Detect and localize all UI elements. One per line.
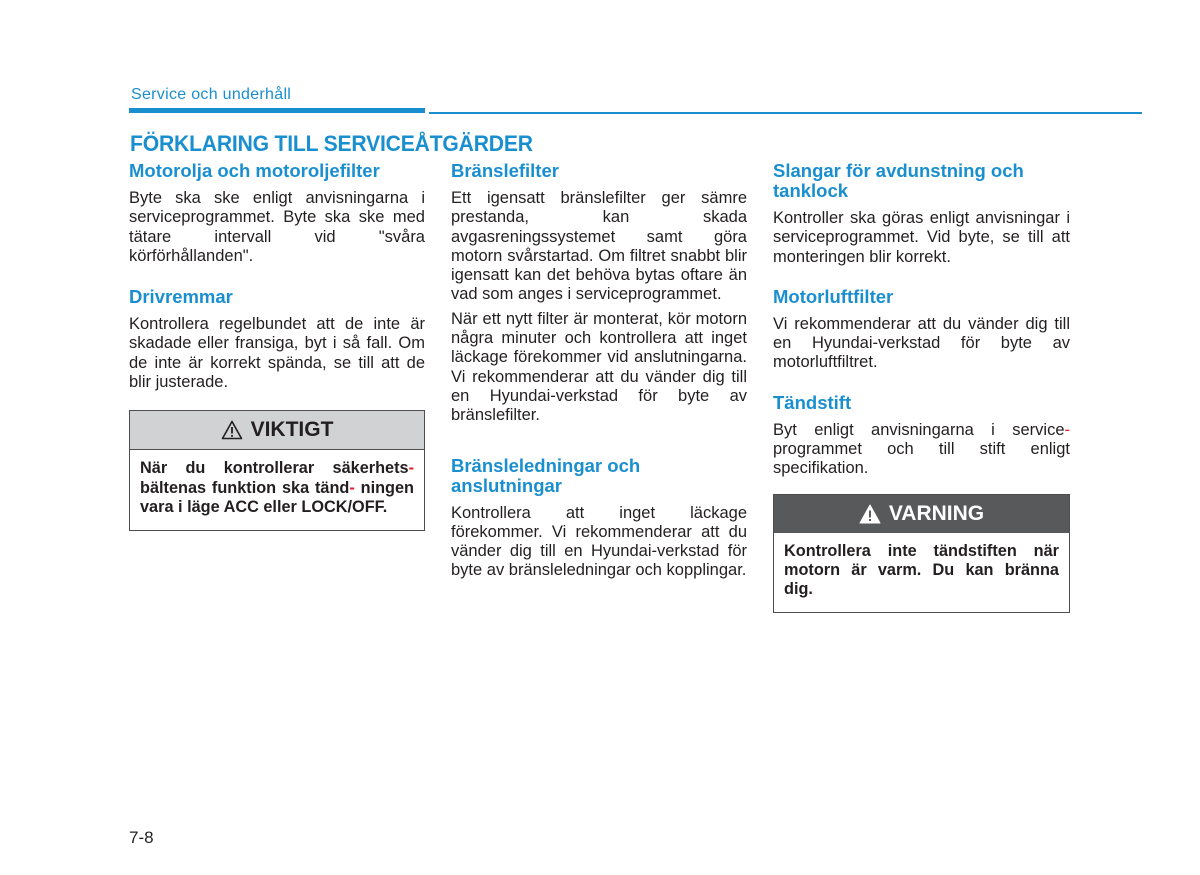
heading-branslefilter: Bränslefilter — [451, 160, 559, 181]
text-tandstift — [773, 421, 1070, 479]
heading-slangar: Slangar för avdunstning och tanklock — [773, 160, 1024, 201]
page-heading: FÖRKLARING TILL SERVICEÅTGÄRDER — [130, 131, 533, 156]
heading-tandstift: Tändstift — [773, 391, 852, 413]
notice-viktigt-header — [130, 411, 424, 450]
caution-triangle-outline-icon — [221, 420, 243, 440]
notice-viktigt-text-1: När du kontrollerar säkerhets — [140, 459, 409, 478]
text-drivremmar: Kontrollera regelbundet att de inte är skadade eller fransiga, byt i så fall. Om de inte är korrekt spända, se till att de blir justerade. — [129, 315, 425, 392]
notice-viktigt — [129, 410, 425, 530]
text-bransleledningar: Kontrollera att inget läckage förekommer. Vi rekommenderar att du vänder dig till en Hyundai-verkstad för byte av bränsleledningar och kopplingar. — [451, 503, 747, 580]
section-title: Service och underhåll — [131, 86, 292, 103]
text-tandstift-b: programmet och till stift enligt specifikation. — [773, 440, 1070, 478]
notice-viktigt-text-3: ningen vara i läge ACC eller LOCK/OFF. — [140, 478, 414, 517]
heading-bransleledningar: Bränsleledningar och anslutningar — [451, 454, 641, 496]
column-middle — [451, 161, 747, 581]
notice-varning-label: VARNING — [888, 501, 985, 525]
column-left — [129, 161, 425, 531]
text-slangar: Kontroller ska göras enligt anvisningar i serviceprogrammet. Vid byte, se till att monteringen blir korrekt. — [773, 209, 1070, 266]
notice-viktigt-body — [130, 450, 424, 529]
page-number: 7-8 — [129, 828, 154, 847]
text-branslefilter-2: När ett nytt filter är monterat, kör motorn några minuter och kontrollera att inget läckage förekommer vid anslutningarna. Vi rekommenderar att du vänder dig till en Hyundai-verkstad för byte av bränslefilter. — [451, 309, 747, 425]
hyphen-mark: - — [349, 478, 355, 497]
text-motorluftfilter: Vi rekommenderar att du vänder dig till en Hyundai-verkstad för byte av motorluftfiltret. — [773, 314, 1070, 372]
column-right — [773, 161, 1070, 613]
text-branslefilter-1: Ett igensatt bränslefilter ger sämre prestanda, kan skada avgasreningssystemet samt göra motorn svårstartad. Om filtret snabbt blir igensatt kan det behöva bytas oftare än vad som anges i serviceprogrammet. — [451, 189, 747, 304]
text-tandstift-a: Byt enligt anvisningarna i service — [773, 420, 1065, 439]
heading-motorolja: Motorolja och motoroljefilter — [129, 160, 380, 181]
heading-motorluftfilter: Motorluftfilter — [773, 285, 894, 307]
notice-viktigt-text-2: bältenas funktion ska tänd — [140, 478, 350, 497]
header-rule-accent — [129, 108, 425, 113]
hyphen-mark: - — [1064, 420, 1070, 439]
notice-varning-header — [774, 495, 1069, 533]
text-motorolja: Byte ska ske enligt anvisningarna i serviceprogrammet. Byte ska ske med tätare intervall vid "svåra körförhållanden". — [129, 189, 425, 265]
notice-varning — [773, 494, 1070, 613]
header-rule — [429, 112, 1142, 114]
hyphen-mark: - — [408, 459, 414, 478]
notice-viktigt-label: VIKTIGT — [250, 418, 334, 442]
warning-triangle-filled-icon — [859, 504, 881, 524]
notice-varning-body: Kontrollera inte tändstiften när motorn är varm. Du kan bränna dig. — [784, 541, 1059, 599]
heading-drivremmar: Drivremmar — [129, 286, 233, 308]
